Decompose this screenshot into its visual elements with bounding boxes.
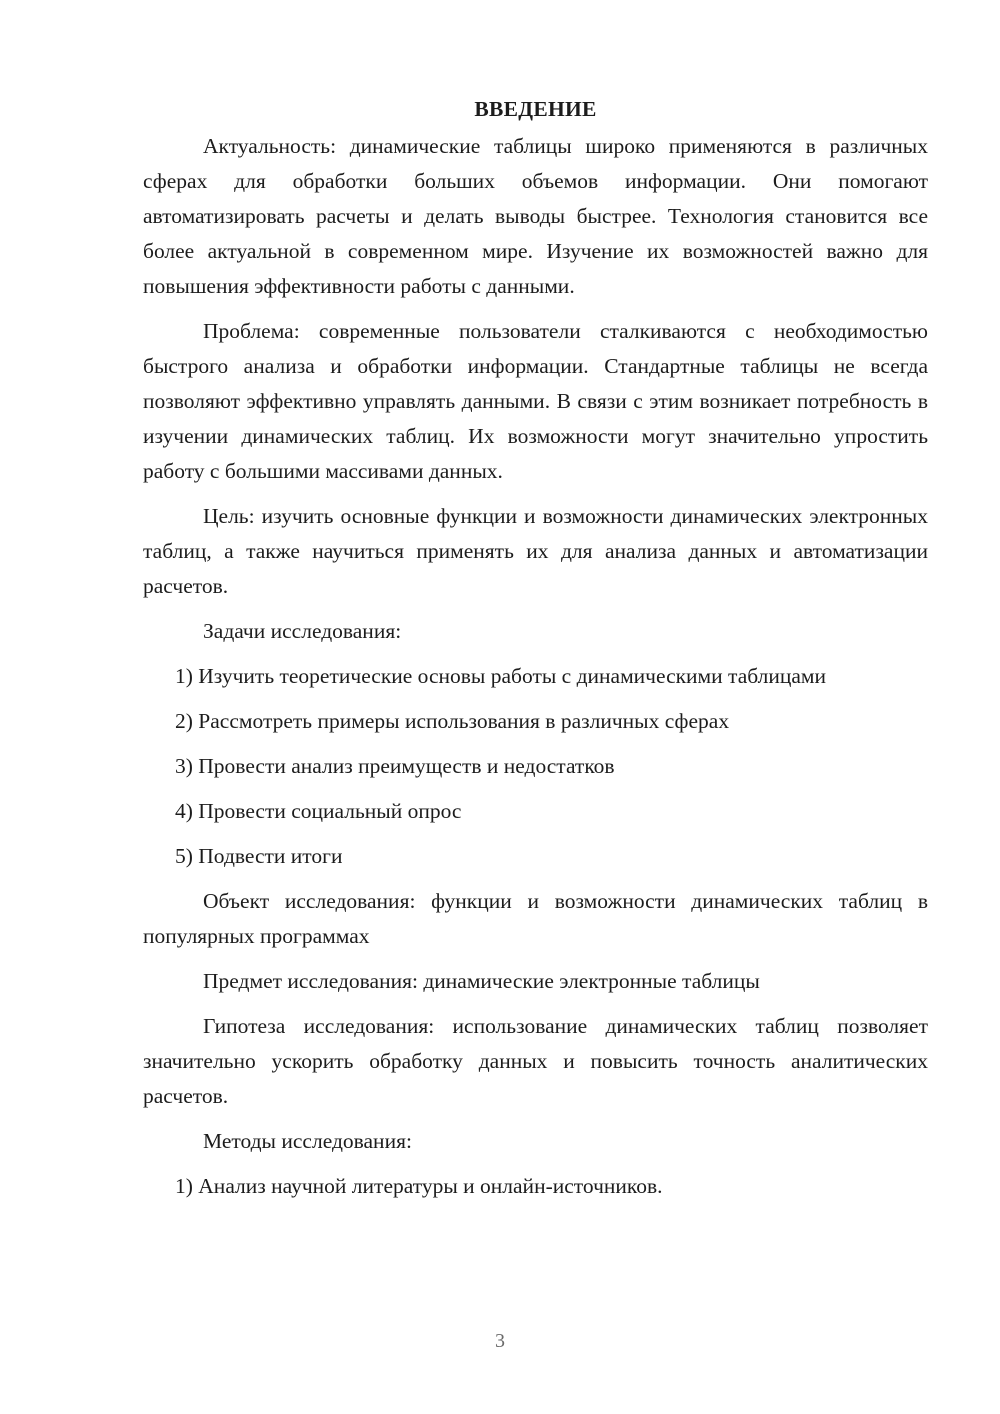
list-item: 1) Изучить теоретические основы работы с динамическими таблицами — [175, 664, 827, 688]
document-page — [143, 92, 928, 1214]
page-number: 3 — [495, 1330, 505, 1352]
hypothesis-paragraph: Гипотеза исследования: использование динамических таблиц позволяет значительно ускорить обработку данных и повысить точность аналитических расчетов. — [143, 1014, 928, 1108]
object-paragraph: Объект исследования: функции и возможности динамических таблиц в популярных программах — [143, 889, 928, 948]
methods-list — [143, 1169, 928, 1204]
list-item: 2) Рассмотреть примеры использования в различных сферах — [175, 709, 730, 733]
relevance-paragraph: Актуальность: динамические таблицы широко применяются в различных сферах для обработки больших объемов информации. Они помогают автоматизировать расчеты и делать выводы быстрее. Технология становится все более актуальной в современном мире. Изучение их возможностей важно для повышения эффективности работы с данными. — [143, 134, 928, 298]
list-item: 4) Провести социальный опрос — [175, 799, 462, 823]
page-title: ВВЕДЕНИЕ — [474, 97, 597, 121]
goal-paragraph: Цель: изучить основные функции и возможности динамических электронных таблиц, а также научиться применять их для анализа данных и автоматизации расчетов. — [143, 504, 928, 598]
subject-paragraph: Предмет исследования: динамические электронные таблицы — [203, 969, 760, 993]
methods-label: Методы исследования: — [203, 1129, 412, 1153]
list-item: 3) Провести анализ преимуществ и недостатков — [175, 754, 615, 778]
tasks-label: Задачи исследования: — [203, 619, 402, 643]
tasks-list — [143, 659, 928, 874]
list-item: 5) Подвести итоги — [175, 844, 343, 868]
problem-paragraph: Проблема: современные пользователи сталкиваются с необходимостью быстрого анализа и обработки информации. Стандартные таблицы не всегда позволяют эффективно управлять данными. В связи с этим возникает потребность в изучении динамических таблиц. Их возможности могут значительно упростить работу с большими массивами данных. — [143, 319, 928, 483]
list-item: 1) Анализ научной литературы и онлайн-источников. — [175, 1174, 663, 1198]
